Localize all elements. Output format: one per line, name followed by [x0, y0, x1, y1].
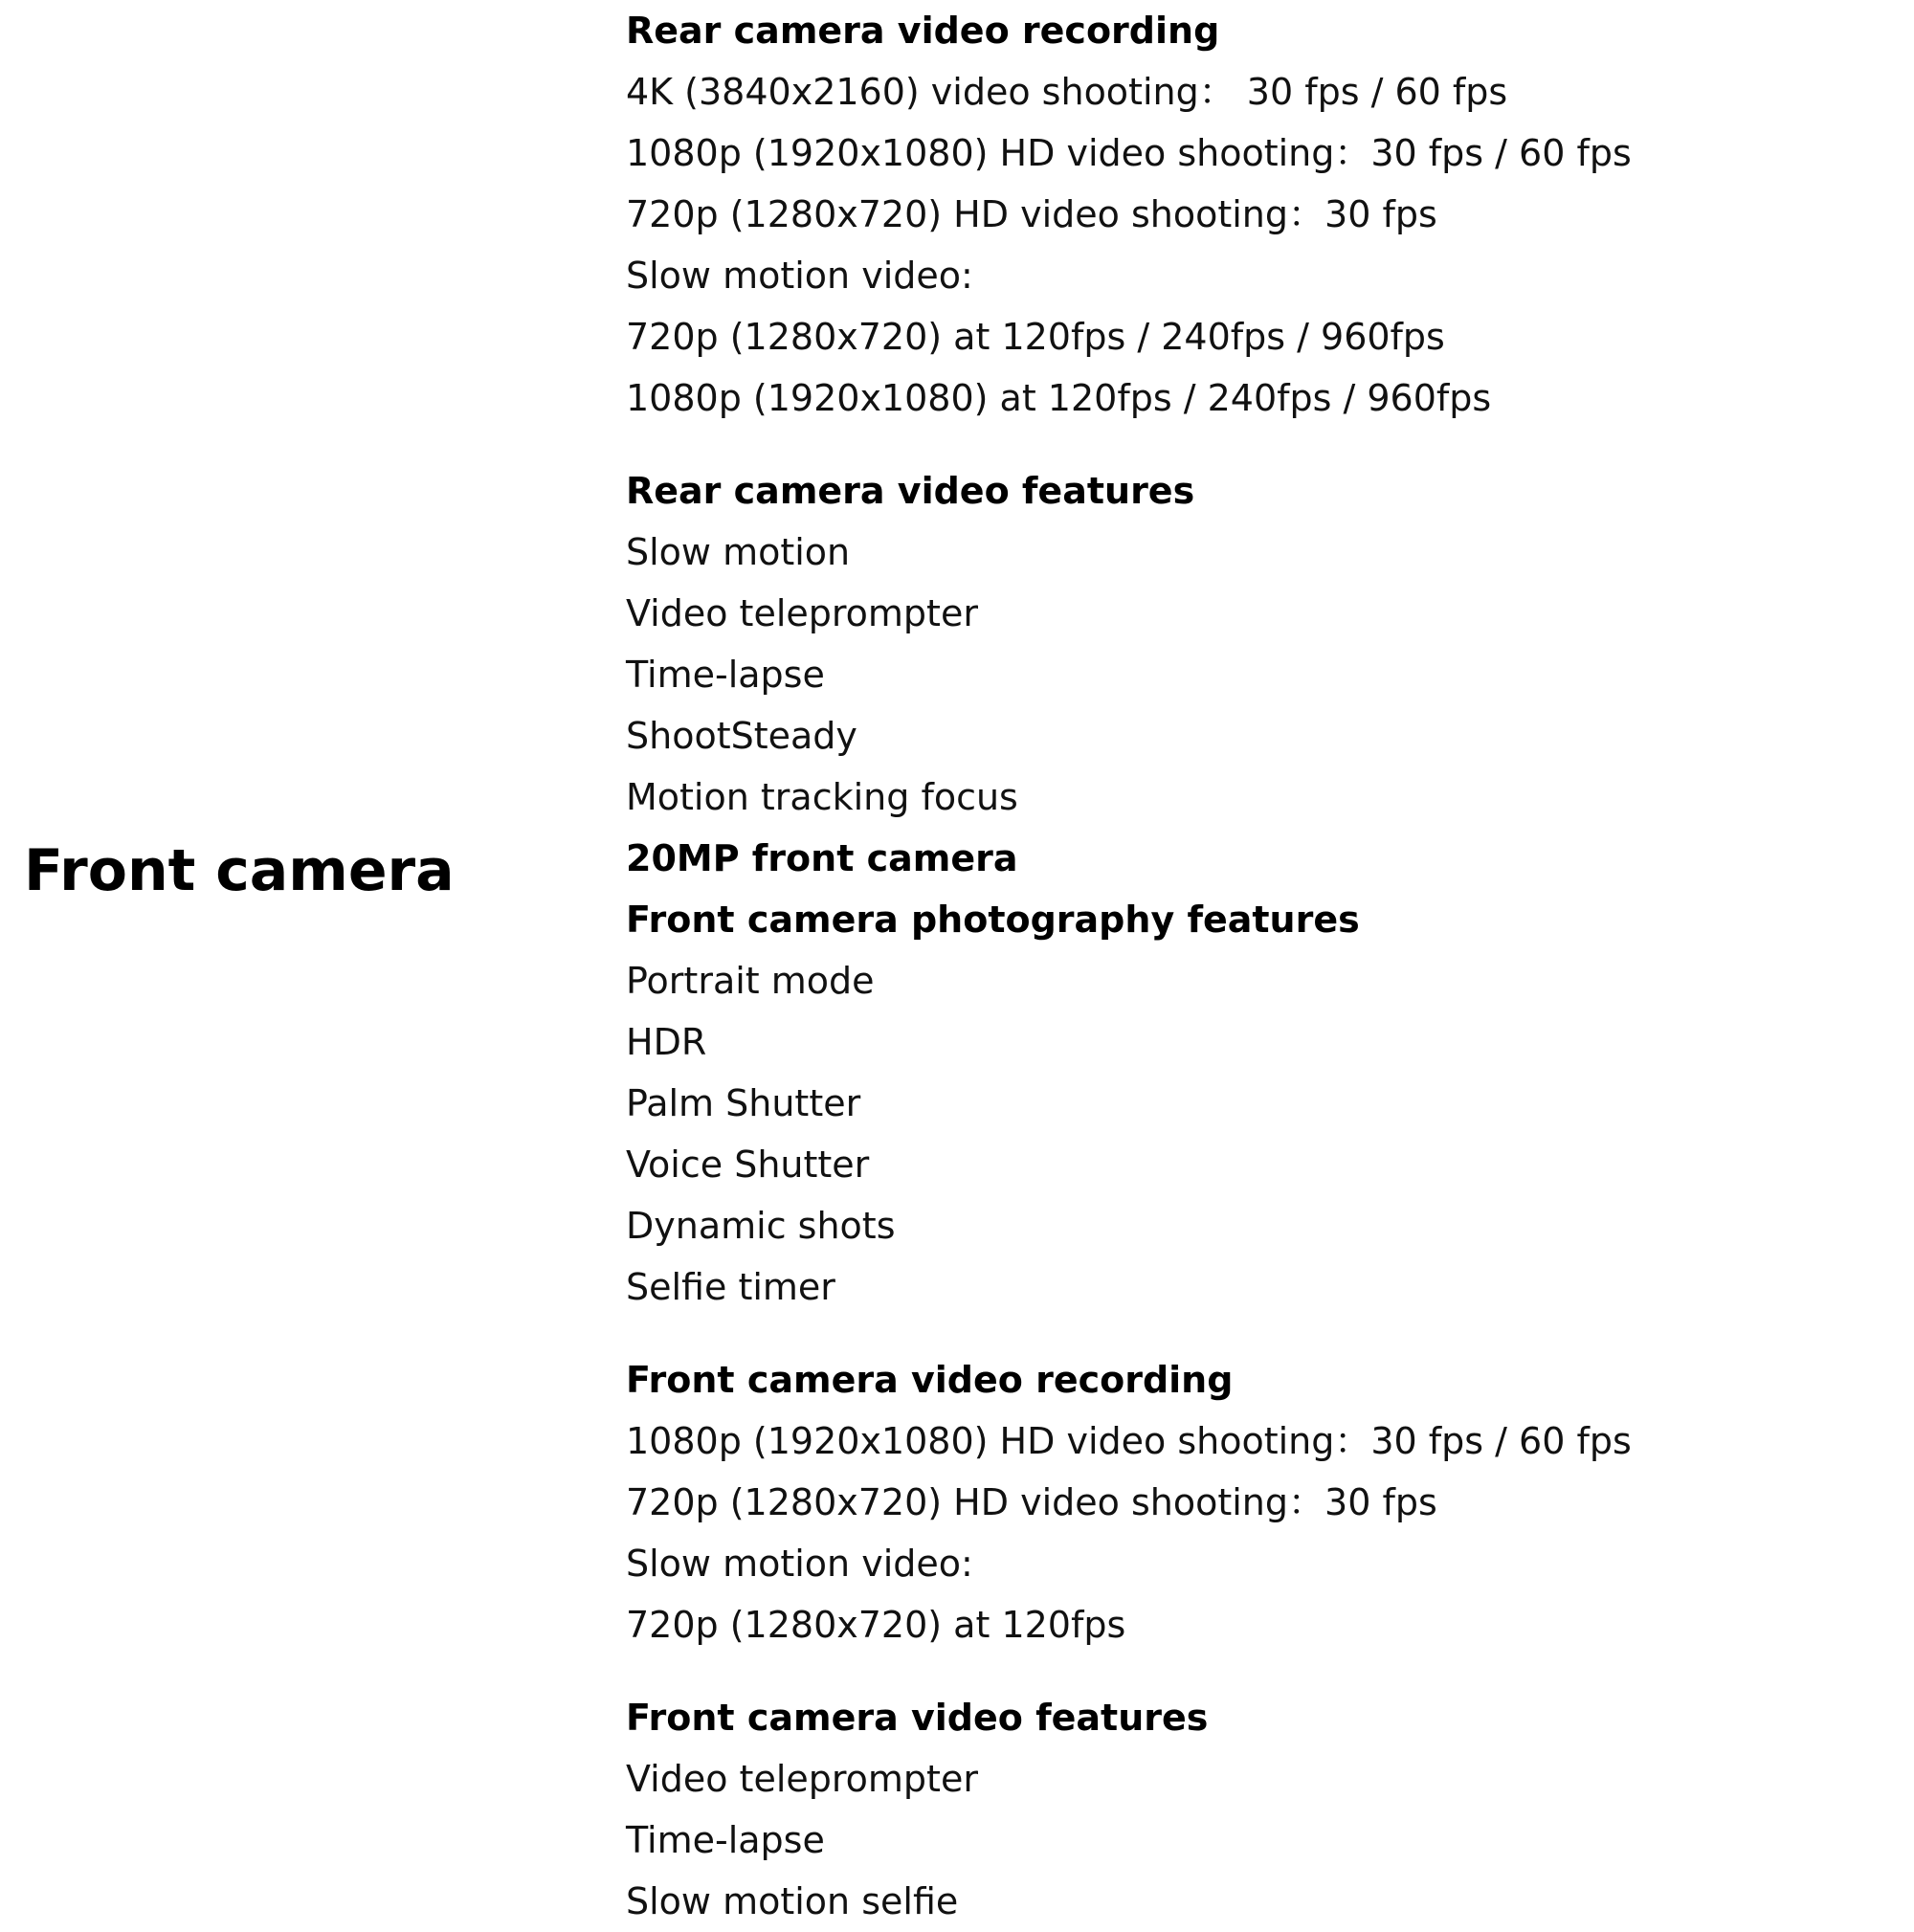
spec-item: Slow motion video: [626, 1543, 973, 1585]
spec-item: 1080p (1920x1080) HD video shooting：30 fps / 60 fps [626, 1420, 1632, 1462]
spec-item: Portrait mode [626, 960, 875, 1002]
rear-video-recording-heading: Rear camera video recording [626, 10, 1220, 52]
spec-item: Slow motion video: [626, 255, 973, 297]
spec-item: Selfie timer [626, 1266, 835, 1308]
spec-item: Palm Shutter [626, 1082, 861, 1124]
spec-item: Dynamic shots [626, 1205, 896, 1247]
front-camera-section-title: Front camera [24, 837, 455, 904]
spec-item: 4K (3840x2160) video shooting： 30 fps / 60 fps [626, 71, 1508, 113]
rear-video-features-heading: Rear camera video features [626, 470, 1195, 512]
spec-item: 720p (1280x720) HD video shooting：30 fps [626, 1481, 1437, 1523]
spec-column [626, 0, 1889, 1932]
spec-item: Video teleprompter [626, 1758, 978, 1800]
spec-item: Voice Shutter [626, 1144, 870, 1186]
spec-item: 1080p (1920x1080) at 120fps / 240fps / 960fps [626, 377, 1492, 419]
spec-item: Time-lapse [626, 654, 825, 696]
spec-item: ShootSteady [626, 715, 857, 757]
spec-item: 720p (1280x720) at 120fps [626, 1604, 1126, 1646]
spec-item: 1080p (1920x1080) HD video shooting：30 fps / 60 fps [626, 132, 1632, 174]
spec-item: Motion tracking focus [626, 776, 1018, 818]
spec-item: 720p (1280x720) at 120fps / 240fps / 960fps [626, 316, 1445, 358]
front-video-recording-heading: Front camera video recording [626, 1359, 1234, 1401]
front-photography-features-heading: Front camera photography features [626, 899, 1360, 941]
spec-item: Slow motion selfie [626, 1880, 959, 1922]
spec-item: 720p (1280x720) HD video shooting：30 fps [626, 193, 1437, 235]
spec-item: Time-lapse [626, 1819, 825, 1861]
spec-item: Video teleprompter [626, 592, 978, 634]
front-camera-resolution: 20MP front camera [626, 837, 1018, 879]
front-video-features-heading: Front camera video features [626, 1697, 1209, 1739]
spec-item: HDR [626, 1021, 707, 1063]
spec-item: Slow motion [626, 531, 851, 573]
